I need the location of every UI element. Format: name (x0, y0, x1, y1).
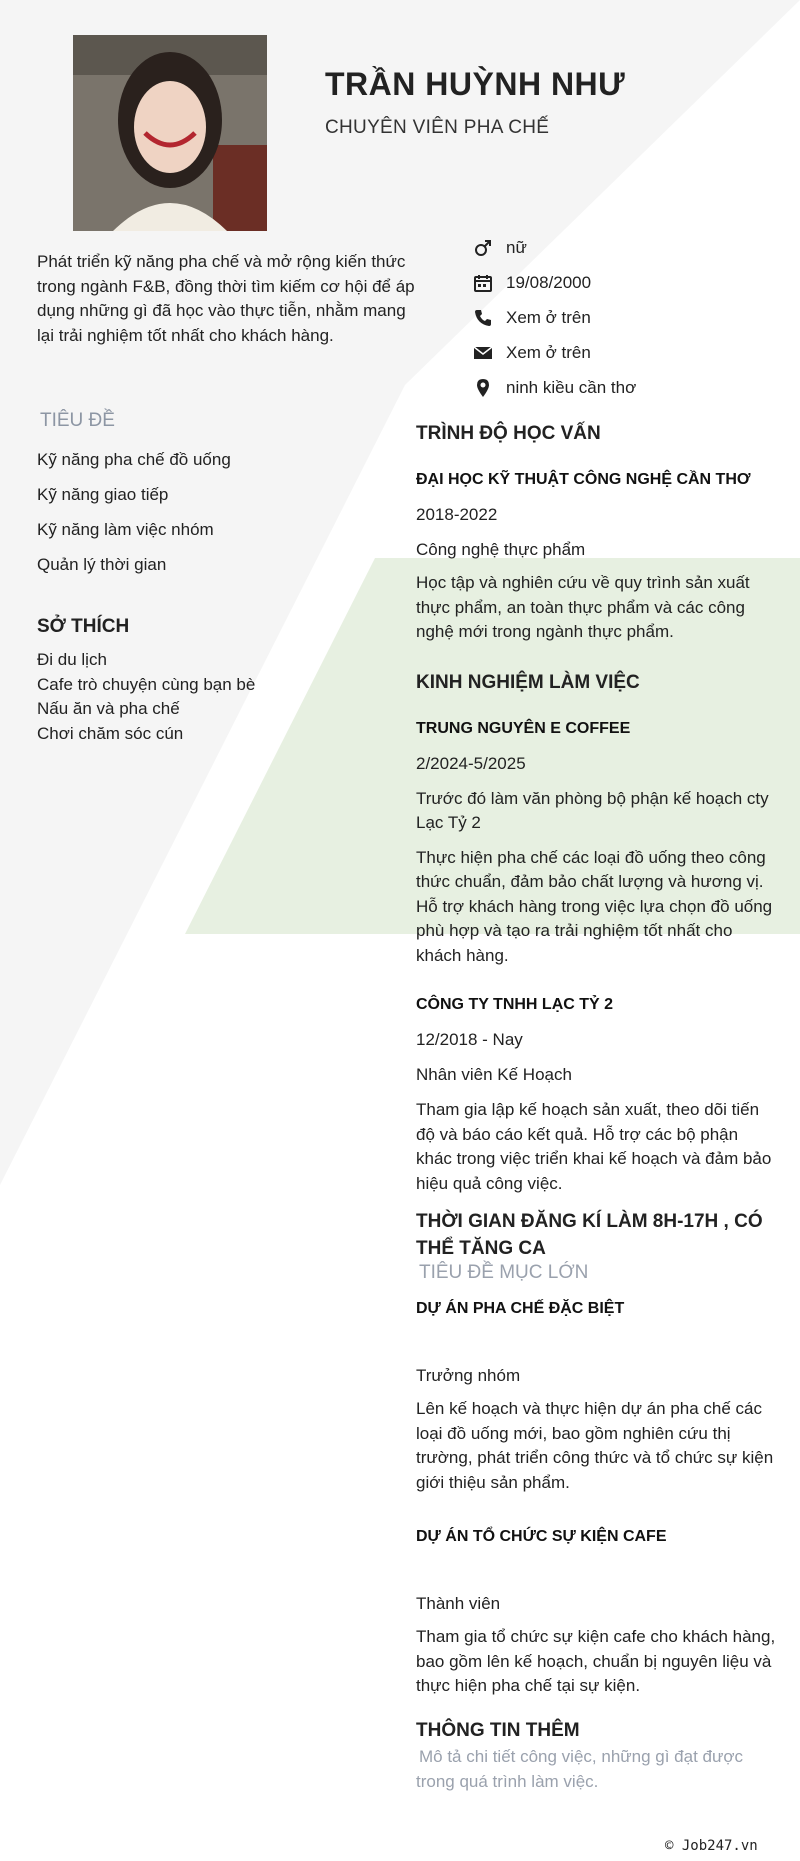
project-role: Trưởng nhóm (416, 1366, 521, 1385)
gender-value: nữ (506, 237, 527, 257)
education-title: TRÌNH ĐỘ HỌC VẤN (416, 423, 601, 444)
envelope-icon (472, 342, 494, 364)
contact-birthday (472, 265, 792, 300)
skill-item: Kỹ năng làm việc nhóm (37, 520, 214, 539)
hobby-item: Chơi chăm sóc cún (37, 723, 184, 743)
project-name: DỰ ÁN PHA CHẾ ĐẶC BIỆT (416, 1300, 625, 1317)
job-company: CÔNG TY TNHH LẠC TỶ 2 (416, 996, 614, 1013)
project-description: Lên kế hoạch và thực hiện dự án pha chế các loại đồ uống mới, bao gồm nghiên cứu thị trường, phát triển công thức và tổ chức sự kiện giới thiệu sản phẩm. (416, 1399, 774, 1492)
education-period: 2018-2022 (416, 505, 498, 524)
birthday-value: 19/08/2000 (506, 272, 592, 292)
hobby-item: Cafe trò chuyện cùng bạn bè (37, 674, 256, 694)
project-name: DỰ ÁN TỔ CHỨC SỰ KIỆN CAFE (416, 1528, 667, 1545)
hobbies-list (37, 650, 357, 748)
hobbies-title: SỞ THÍCH (37, 616, 130, 637)
career-objective: Phát triển kỹ năng pha chế và mở rộng kiến thức trong ngành F&B, đồng thời tìm kiếm cơ hội để áp dụng những gì đã học vào thực tiễn, nhằm mang lại trải nghiệm tốt nhất cho khách hàng. (37, 252, 415, 345)
contact-address (472, 370, 792, 405)
job-role: Trước đó làm văn phòng bộ phận kế hoạch cty Lạc Tỷ 2 (416, 788, 769, 832)
education-major: Công nghệ thực phẩm (416, 540, 586, 559)
section-subtitle-placeholder: TIÊU ĐỀ MỤC LỚN (419, 1262, 589, 1283)
project-description: Tham gia tổ chức sự kiện cafe cho khách hàng, bao gồm lên kế hoạch, chuẩn bị nguyên liệu và thực hiện pha chế tại sự kiện. (416, 1627, 776, 1695)
skill-item: Kỹ năng pha chế đồ uống (37, 450, 231, 469)
school-name: ĐẠI HỌC KỸ THUẬT CÔNG NGHỆ CẦN THƠ (416, 471, 751, 488)
job-period: 2/2024-5/2025 (416, 753, 526, 773)
main-column (416, 418, 776, 1794)
project-role: Thành viên (416, 1594, 501, 1613)
portrait-image (73, 35, 267, 231)
experience-title: KINH NGHIỆM LÀM VIỆC (416, 671, 640, 693)
contact-gender (472, 230, 792, 265)
additional-info-placeholder: Mô tả chi tiết công việc, những gì đạt được trong quá trình làm việc. (416, 1746, 744, 1791)
job-role: Nhân viên Kế Hoạch (416, 1065, 572, 1084)
skill-item: Kỹ năng giao tiếp (37, 485, 169, 504)
phone-icon (472, 307, 494, 329)
calendar-icon (472, 272, 494, 294)
gender-icon (472, 237, 494, 259)
hobby-item: Nấu ăn và pha chế (37, 699, 180, 718)
job-period: 12/2018 - Nay (416, 1030, 523, 1049)
phone-value: Xem ở trên (506, 307, 591, 327)
candidate-name: TRẦN HUỲNH NHƯ (325, 66, 626, 102)
hobby-item: Đi du lịch (37, 650, 107, 669)
email-value: Xem ở trên (506, 342, 591, 362)
job-description: Tham gia lập kế hoạch sản xuất, theo dõi tiến độ và báo cáo kết quả. Hỗ trợ các bộ phận khác trong việc triển khai kế hoạch và đảm bảo hiệu quả công việc. (416, 1100, 772, 1193)
job-company: TRUNG NGUYÊN E COFFEE (416, 719, 631, 737)
skill-item: Quản lý thời gian (37, 555, 167, 574)
contact-phone (472, 300, 792, 335)
location-pin-icon (472, 377, 494, 399)
job-description: Thực hiện pha chế các loại đồ uống theo công thức chuẩn, đảm bảo chất lượng và hương vị. Hỗ trợ khách hàng trong việc lựa chọn đồ uống phù hợp và tạo ra trải nghiệm tốt nhất cho khách hàng. (416, 847, 773, 965)
address-value: ninh kiều cần thơ (506, 377, 637, 397)
contact-email (472, 335, 792, 370)
skills-list (37, 450, 357, 590)
availability-title: THỜI GIAN ĐĂNG KÍ LÀM 8H-17H , CÓ THỂ TĂNG CA (416, 1211, 763, 1259)
contact-info (472, 230, 792, 405)
job-title: CHUYÊN VIÊN PHA CHẾ (325, 117, 550, 138)
education-description: Học tập và nghiên cứu về quy trình sản xuất thực phẩm, an toàn thực phẩm và các công nghệ mới trong ngành thực phẩm. (416, 573, 750, 641)
profile-photo (73, 35, 267, 231)
additional-info-title: THÔNG TIN THÊM (416, 1719, 580, 1741)
footer-watermark: © Job247.vn (665, 1838, 758, 1854)
skills-title: TIÊU ĐỀ (40, 410, 115, 431)
